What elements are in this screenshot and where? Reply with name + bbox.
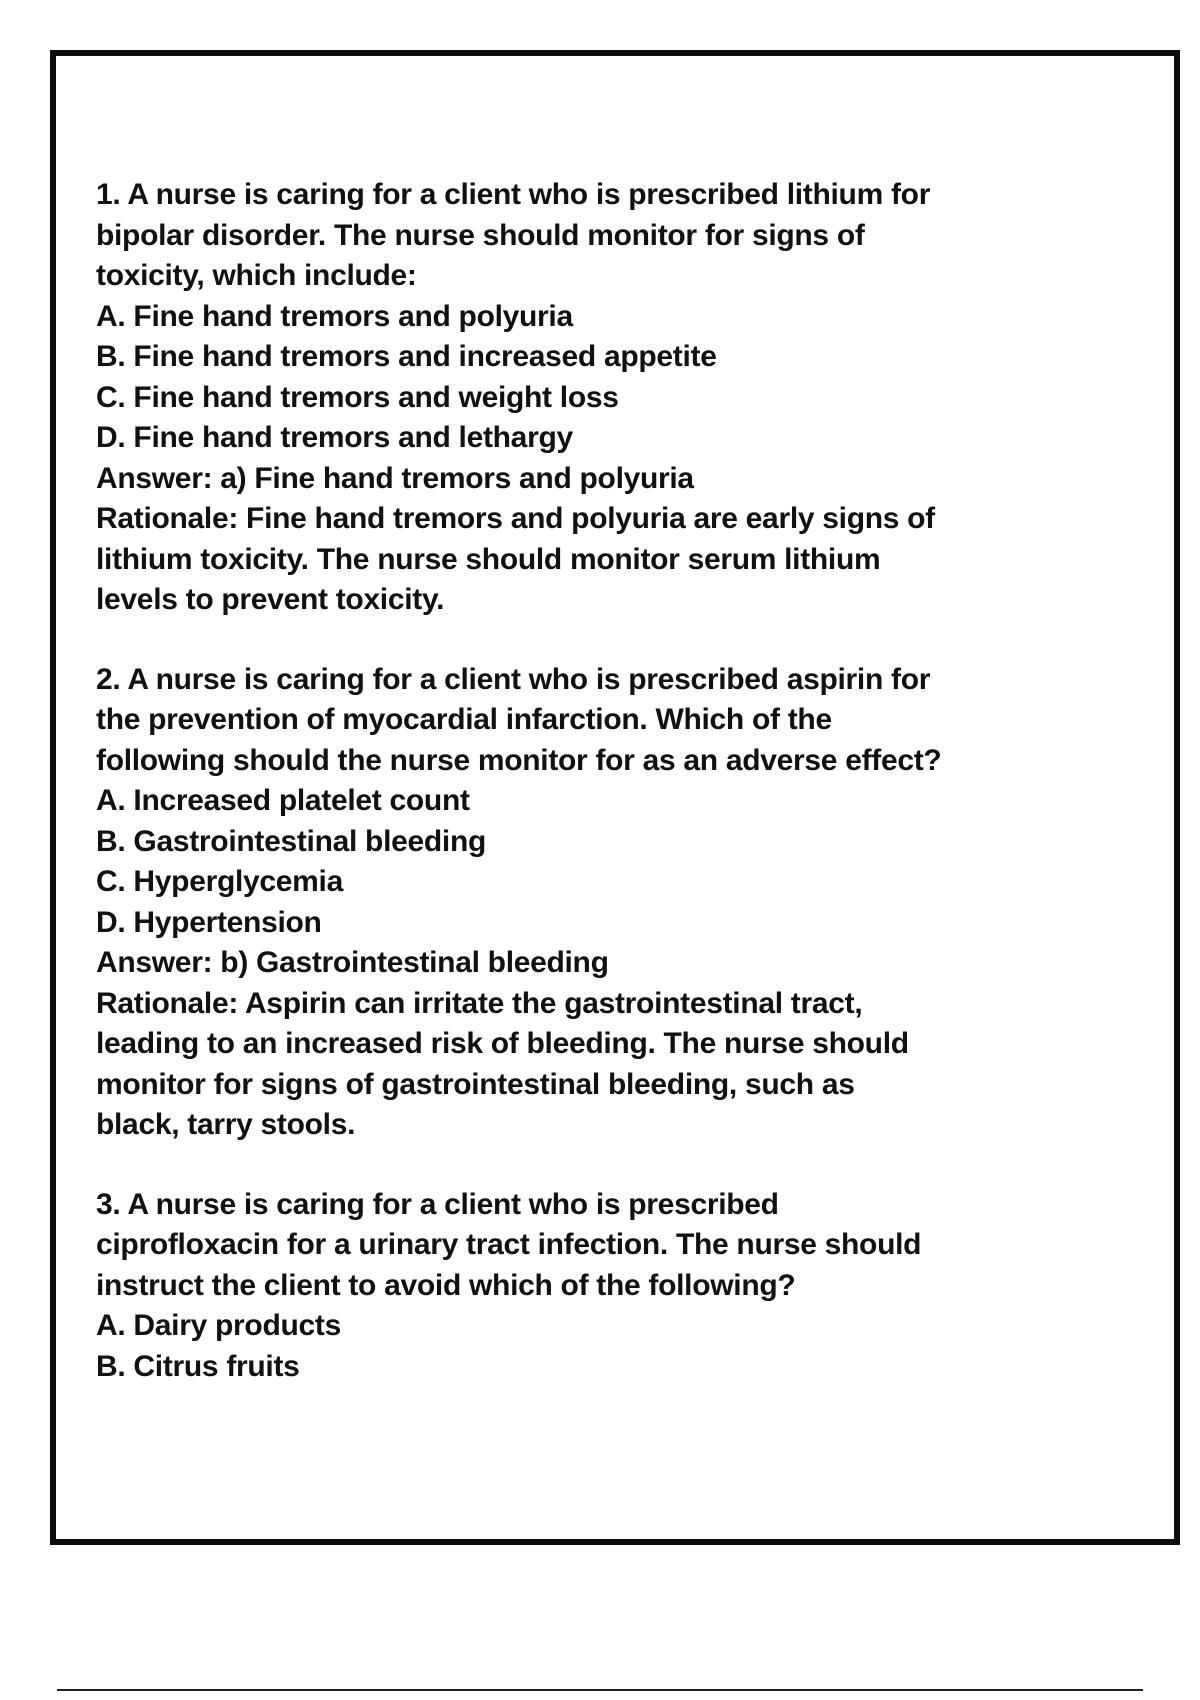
question-1-rationale-line-3: levels to prevent toxicity. <box>96 583 445 616</box>
question-2-rationale-line-4: black, tarry stools. <box>96 1108 356 1141</box>
question-1 <box>96 175 1096 621</box>
question-2-stem-line-1: 2. A nurse is caring for a client who is prescribed aspirin for <box>96 662 931 696</box>
question-3-option-b: B. Citrus fruits <box>96 1349 300 1383</box>
question-1-answer: Answer: a) Fine hand tremors and polyuria <box>96 461 694 495</box>
question-3-stem-line-1: 3. A nurse is caring for a client who is prescribed <box>96 1187 779 1221</box>
question-1-option-a: A. Fine hand tremors and polyuria <box>96 299 573 333</box>
question-2-option-d: D. Hypertension <box>96 905 322 939</box>
question-3 <box>96 1185 1096 1388</box>
question-3-stem-line-3: instruct the client to avoid which of the following? <box>96 1268 796 1302</box>
question-3-option-a: A. Dairy products <box>96 1309 341 1342</box>
question-2-option-b: B. Gastrointestinal bleeding <box>96 824 486 858</box>
question-2-stem-line-2: the prevention of myocardial infarction. Which of the <box>96 703 832 736</box>
question-2-rationale-line-1: Rationale: Aspirin can irritate the gastrointestinal tract, <box>96 986 863 1020</box>
question-3-stem-line-2: ciprofloxacin for a urinary tract infection. The nurse should <box>96 1228 922 1261</box>
question-1-option-c: C. Fine hand tremors and weight loss <box>96 380 619 414</box>
question-content <box>96 175 1096 1426</box>
question-1-option-b: B. Fine hand tremors and increased appetite <box>96 340 717 373</box>
question-1-stem-line-3: toxicity, which include: <box>96 259 417 292</box>
question-1-stem-line-1: 1. A nurse is caring for a client who is prescribed lithium for <box>96 178 931 211</box>
question-1-rationale-line-1: Rationale: Fine hand tremors and polyuria are early signs of <box>96 502 935 535</box>
question-1-rationale-line-2: lithium toxicity. The nurse should monitor serum lithium <box>96 542 881 576</box>
question-2-stem-line-3: following should the nurse monitor for as an adverse effect? <box>96 743 942 777</box>
question-2-option-a: A. Increased platelet count <box>96 784 470 817</box>
question-2-option-c: C. Hyperglycemia <box>96 865 343 898</box>
question-2-answer: Answer: b) Gastrointestinal bleeding <box>96 946 609 979</box>
question-2 <box>96 660 1096 1146</box>
question-2-rationale-line-2: leading to an increased risk of bleeding. The nurse should <box>96 1027 909 1060</box>
question-2-rationale-line-3: monitor for signs of gastrointestinal bleeding, such as <box>96 1067 855 1101</box>
question-1-option-d: D. Fine hand tremors and lethargy <box>96 421 573 454</box>
bottom-divider <box>57 1689 1143 1691</box>
question-1-stem-line-2: bipolar disorder. The nurse should monitor for signs of <box>96 218 865 252</box>
